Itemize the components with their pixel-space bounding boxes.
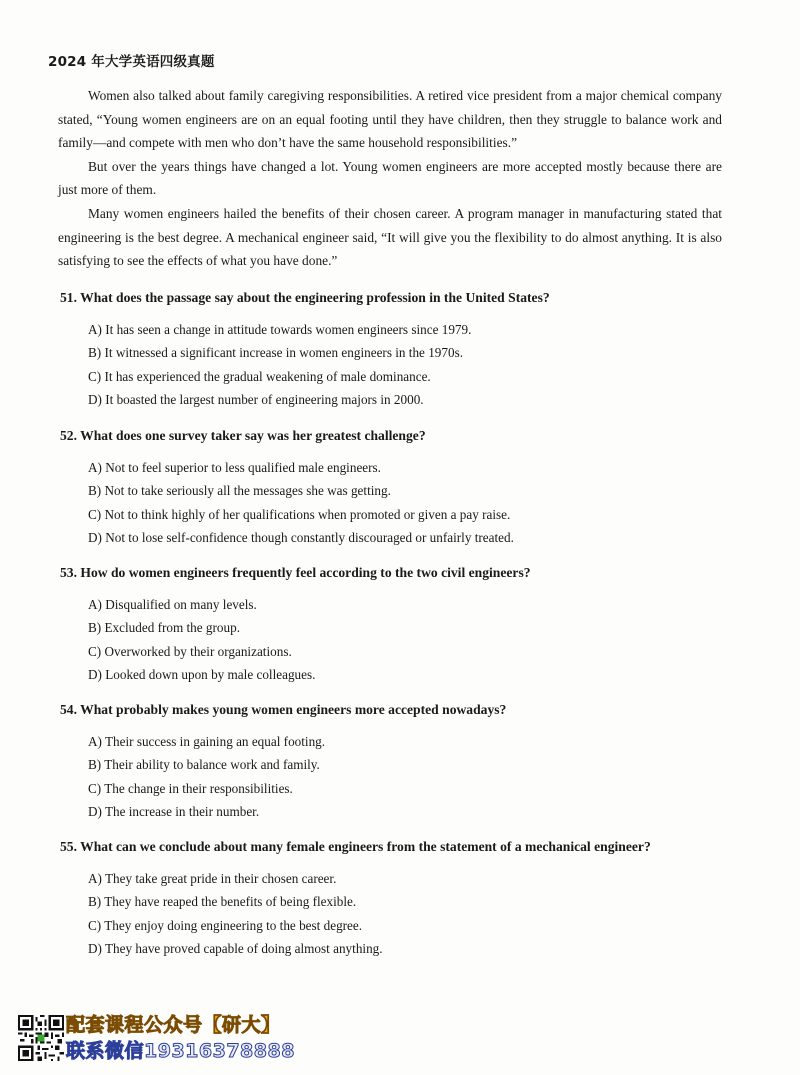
promo-course-text: 配套课程公众号【研大】 [66,1014,281,1036]
question-54 [60,701,740,823]
option-b: B) Excluded from the group. [88,620,240,636]
question-55 [60,838,740,960]
option-c: C) They enjoy doing engineering to the best degree. [88,917,363,933]
option-b: B) Their ability to balance work and family. [88,757,320,773]
question-title: 51. What does the passage say about the engineering profession in the United States? [60,290,550,305]
option-a: A) Disqualified on many levels. [88,597,257,612]
passage-paragraph: Women also talked about family caregiving responsibilities. A retired vice president from a major chemical company stated, “Young women engineers are on an equal footing until they have children, then they struggle to balance work and family—and compete with men who don’t have the same household responsibilities.” [58,88,722,151]
option-c: C) Not to think highly of her qualifications when promoted or given a pay raise. [88,506,511,522]
option-d: D) It boasted the largest number of engineering majors in 2000. [88,391,424,407]
question-title: 53. How do women engineers frequently feel according to the two civil engineers? [60,565,531,580]
option-a: A) Their success in gaining an equal footing. [88,734,326,749]
question-52 [60,427,740,549]
option-b: B) Not to take seriously all the messages she was getting. [88,483,391,499]
option-b: B) They have reaped the benefits of being flexible. [88,894,357,910]
option-a: A) It has seen a change in attitude towards women engineers since 1979. [88,322,472,337]
qr-code-icon [18,1015,64,1061]
question-title: 54. What probably makes young women engineers more accepted nowadays? [60,702,507,717]
option-d: D) The increase in their number. [88,803,260,819]
option-a: A) Not to feel superior to less qualified male engineers. [88,460,381,475]
option-d: D) They have proved capable of doing almost anything. [88,940,383,956]
question-title: 52. What does one survey taker say was her greatest challenge? [60,428,426,443]
reading-passage [58,84,722,273]
promo-contact-text: 联系微信19316378888 [66,1040,295,1062]
question-51 [60,289,740,411]
option-c: C) It has experienced the gradual weakening of male dominance. [88,368,431,384]
option-b: B) It witnessed a significant increase in women engineers in the 1970s. [88,345,464,361]
passage-paragraph: But over the years things have changed a lot. Young women engineers are more accepted mostly because there are just more of them. [58,158,722,198]
promo-footer [18,1013,318,1065]
page-title: 2024 年大学英语四级真题 [48,54,215,70]
option-a: A) They take great pride in their chosen career. [88,871,337,886]
option-c: C) The change in their responsibilities. [88,780,293,796]
option-d: D) Not to lose self-confidence though constantly discouraged or unfairly treated. [88,529,514,545]
option-c: C) Overworked by their organizations. [88,643,292,659]
question-53 [60,564,740,686]
option-d: D) Looked down upon by male colleagues. [88,666,316,682]
question-title: 55. What can we conclude about many female engineers from the statement of a mechanical engineer? [60,839,651,854]
passage-paragraph: Many women engineers hailed the benefits of their chosen career. A program manager in manufacturing stated that engineering is the best degree. A mechanical engineer said, “It will give you the flexibility to do almost anything. It is also satisfying to see the effects of what you have done.” [58,205,722,269]
